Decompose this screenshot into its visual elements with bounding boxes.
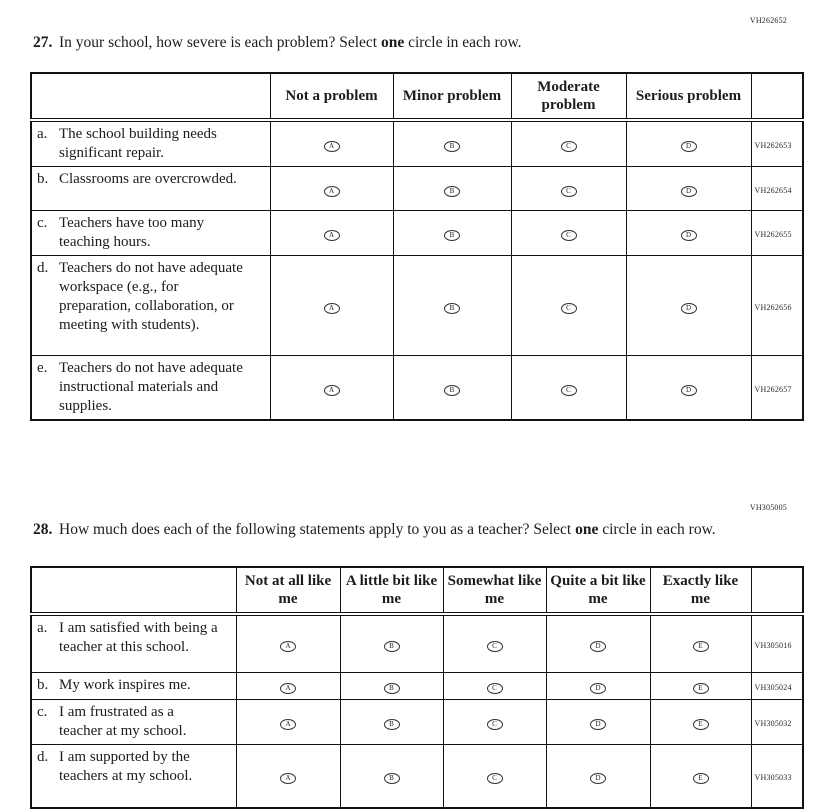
column-header-quite-a-bit: Quite a bit like me [546,567,650,614]
option-cell [393,211,511,256]
row-code: VH305033 [754,772,792,782]
column-header-minor-problem: Minor problem [393,73,511,120]
row-code-cell [751,614,803,672]
row-code: VH262656 [754,302,792,312]
row-text: I am frustrated as a teacher at my school. [59,703,187,739]
row-letter: b. [37,676,49,693]
row-statement [31,211,270,256]
option-circle-c[interactable]: C [561,385,577,396]
option-circle-d[interactable]: D [590,719,606,730]
option-cell [393,120,511,167]
option-circle-e[interactable]: E [693,773,709,784]
prompt-bold-word: one [575,521,599,538]
row-letter: d. [37,260,49,276]
row-letter: d. [37,748,49,765]
option-circle-c[interactable]: C [487,773,503,784]
header-row [31,567,803,614]
option-cell [650,744,751,808]
option-cell [236,614,340,672]
option-cell [511,256,626,356]
option-circle-b[interactable]: B [444,385,460,396]
option-circle-a[interactable]: A [280,641,296,652]
row-code: VH305032 [754,718,792,728]
row-code: VH262653 [754,141,792,150]
option-cell [340,672,443,699]
question-27-code: VH262652 [749,16,787,25]
row-text: Teachers have too many teaching hours. [59,215,205,250]
option-circle-d[interactable]: D [590,683,606,694]
question-27-code-row [0,10,819,28]
option-cell [511,356,626,421]
column-header-serious-problem: Serious problem [626,73,751,120]
option-circle-a[interactable]: A [324,303,340,314]
question-27-block [0,10,819,421]
prompt-text: circle in each row. [598,521,716,538]
option-circle-e[interactable]: E [693,719,709,730]
row-code-cell [751,120,803,167]
option-circle-c[interactable]: C [561,141,577,152]
option-cell [236,744,340,808]
table-row-b [31,167,803,211]
empty-header-cell [31,567,236,614]
option-circle-d[interactable]: D [681,186,697,197]
row-statement [31,120,270,167]
column-header-not-at-all: Not at all like me [236,567,340,614]
question-28-block [0,497,819,809]
empty-header-cell [751,567,803,614]
option-circle-b[interactable]: B [384,719,400,730]
row-text: Teachers do not have adequate instructional materials and supplies. [59,360,243,414]
option-circle-d[interactable]: D [681,303,697,314]
row-statement [31,672,236,699]
column-header-moderate-problem: Moderate problem [511,73,626,120]
option-cell [546,672,650,699]
option-cell [511,211,626,256]
column-header-somewhat: Somewhat like me [443,567,546,614]
row-code-cell [751,672,803,699]
question-28-code: VH305005 [749,503,787,512]
question-28-prompt [0,519,819,540]
option-cell [511,120,626,167]
option-circle-d[interactable]: D [681,141,697,152]
row-code-cell [751,699,803,744]
row-statement [31,356,270,421]
table-row-c [31,699,803,744]
option-circle-d[interactable]: D [681,385,697,396]
row-code-cell [751,744,803,808]
option-cell [546,614,650,672]
question-28-table [30,566,804,809]
option-circle-e[interactable]: E [693,641,709,652]
option-circle-c[interactable]: C [487,641,503,652]
option-cell [626,167,751,211]
row-text: Teachers do not have adequate workspace (e.g., for preparation, collaboration, or meeting with students). [59,260,243,333]
option-cell [443,672,546,699]
row-letter: a. [37,126,48,142]
option-circle-b[interactable]: B [384,641,400,652]
table-row-d [31,256,803,356]
question-28-text [59,519,716,540]
table-row-e [31,356,803,421]
option-circle-c[interactable]: C [487,719,503,730]
option-cell [236,672,340,699]
question-28-number: 28. [33,521,53,538]
row-text: I am satisfied with being a teacher at this school. [59,620,218,655]
table-row-b [31,672,803,699]
option-circle-a[interactable]: A [324,186,340,197]
option-cell [626,211,751,256]
row-code-cell [751,211,803,256]
row-letter: a. [37,620,48,636]
table-row-c [31,211,803,256]
option-cell [443,744,546,808]
table-row-d [31,744,803,808]
question-27-table [30,72,804,421]
row-text: The school building needs significant repair. [59,126,217,161]
header-row [31,73,803,120]
option-cell [443,699,546,744]
row-code: VH305024 [754,682,792,692]
row-text: I am supported by the teachers at my school. [59,748,193,784]
row-text: Classrooms are overcrowded. [59,171,237,187]
option-cell [626,256,751,356]
row-letter: c. [37,703,48,720]
question-27-number: 27. [33,34,53,51]
column-header-not-a-problem: Not a problem [270,73,393,120]
option-cell [270,256,393,356]
row-statement [31,699,236,744]
option-cell [626,356,751,421]
option-circle-a[interactable]: A [280,773,296,784]
option-circle-a[interactable]: A [280,719,296,730]
column-header-exactly: Exactly like me [650,567,751,614]
row-code: VH305016 [754,640,792,650]
option-circle-c[interactable]: C [561,186,577,197]
row-code: VH262657 [754,384,792,394]
option-circle-b[interactable]: B [444,141,460,152]
question-27-text [59,32,522,53]
row-statement [31,744,236,808]
empty-header-cell [751,73,803,120]
row-letter: e. [37,360,48,376]
option-cell [511,167,626,211]
option-circle-a[interactable]: A [324,385,340,396]
option-circle-b[interactable]: B [384,683,400,694]
option-cell [340,699,443,744]
option-cell [626,120,751,167]
option-cell [236,699,340,744]
column-header-a-little-bit: A little bit like me [340,567,443,614]
option-circle-d[interactable]: D [590,773,606,784]
table-row-a [31,614,803,672]
option-cell [270,120,393,167]
option-cell [270,356,393,421]
question-28-code-row [0,497,819,515]
table-row-a [31,120,803,167]
prompt-bold-word: one [380,34,405,51]
option-cell [270,167,393,211]
option-cell [650,672,751,699]
row-text: My work inspires me. [59,676,191,693]
option-cell [443,614,546,672]
option-circle-b[interactable]: B [444,186,460,197]
option-circle-b[interactable]: B [444,303,460,314]
option-circle-a[interactable]: A [324,141,340,152]
row-code-cell [751,167,803,211]
row-code-cell [751,356,803,421]
empty-header-cell [31,73,270,120]
option-circle-c[interactable]: C [487,683,503,694]
option-cell [650,614,751,672]
option-cell [546,744,650,808]
question-27-prompt [0,32,819,53]
option-circle-c[interactable]: C [561,230,577,241]
row-letter: b. [37,171,49,187]
prompt-text: How much does each of the following statements apply to you as a teacher? Select [59,521,576,538]
option-cell [393,356,511,421]
prompt-text: circle in each row. [404,34,522,51]
option-circle-a[interactable]: A [280,683,296,694]
option-circle-d[interactable]: D [681,230,697,241]
option-circle-b[interactable]: B [384,773,400,784]
option-cell [340,744,443,808]
row-code: VH262654 [754,185,792,195]
option-cell [650,699,751,744]
row-statement [31,167,270,211]
row-statement [31,614,236,672]
option-cell [393,167,511,211]
option-circle-d[interactable]: D [590,641,606,652]
option-cell [340,614,443,672]
row-code-cell [751,256,803,356]
option-circle-c[interactable]: C [561,303,577,314]
row-letter: c. [37,215,48,231]
option-cell [393,256,511,356]
option-cell [546,699,650,744]
row-statement [31,256,270,356]
option-circle-a[interactable]: A [324,230,340,241]
option-circle-b[interactable]: B [444,230,460,241]
option-cell [270,211,393,256]
prompt-text: In your school, how severe is each problem? Select [59,34,381,51]
row-code: VH262655 [754,230,792,239]
option-circle-e[interactable]: E [693,683,709,694]
